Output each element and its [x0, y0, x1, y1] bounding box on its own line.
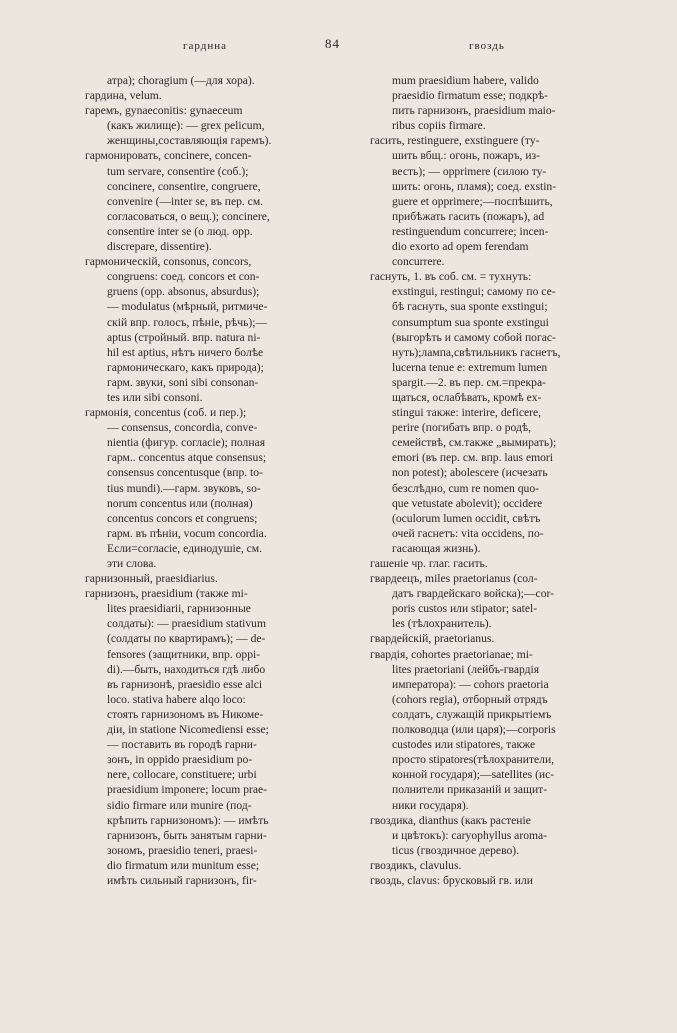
entry-continuation-line: (выгорѣть и самому собой погас-: [392, 330, 556, 344]
entry-headword-line: гарнизонный, praesidiarius.: [85, 572, 218, 586]
entry-continuation-line: norum concentus или (полная): [107, 496, 253, 510]
entry-continuation-line: consensus concentusque (впр. to-: [107, 466, 263, 480]
page-number: 84: [325, 36, 340, 51]
entry-continuation-line: зономъ, praesidio teneri, praesi-: [107, 843, 258, 857]
entry-continuation-line: гарм. въ пѣніи, vocum concordia.: [107, 526, 267, 540]
entry-headword-line: гвардія, cohortes praetorianae; mi-: [370, 647, 533, 661]
entry-continuation-line: конной государя);—satellites (ис-: [392, 768, 555, 782]
entry-continuation-line: praesidio firmatum esse; подкрѣ-: [392, 89, 549, 103]
entry-continuation-line: шить вбщ.: огонь, пожаръ, из-: [392, 149, 541, 163]
entry-continuation-line: прибѣжать гасить (пожаръ), ad: [392, 209, 545, 223]
entry-continuation-line: stingui также: interire, deficere,: [392, 406, 542, 420]
entry-continuation-line: крѣпить гарнизономъ): — имѣть: [107, 813, 269, 827]
entry-continuation-line: poris custos или stipator; satel-: [392, 602, 538, 616]
entry-continuation-line: (cohors regia), отборный отрядъ: [392, 692, 548, 706]
entry-continuation-line: restinguendum concurrere; incen-: [392, 224, 549, 238]
entry-continuation-line: согласоваться, о вещ.); concinere,: [107, 209, 270, 223]
entry-continuation-line: praesidium imponere; locum prae-: [107, 783, 268, 797]
entry-continuation-line: que vetustate abolevit); occidere: [392, 496, 543, 510]
entry-continuation-line: — поставить въ городѣ гарни-: [107, 738, 257, 752]
entry-continuation-line: гармоническаго, какъ природа);: [107, 360, 264, 374]
entry-continuation-line: nientia (фигур. согласіе); полная: [107, 436, 266, 450]
entry-continuation-line: non potest); abolescere (исчезать: [392, 466, 548, 480]
entry-continuation-line: (какъ жилище): — grex pelicum,: [107, 119, 265, 133]
entry-continuation-line: атра); choragium (—для хора).: [107, 74, 255, 87]
entry-continuation-line: гасающая жизнь).: [392, 541, 481, 555]
entry-continuation-line: fensores (защитники, впр. oppi-: [107, 647, 261, 661]
entry-continuation-line: весть); — opprimere (силою ту-: [392, 164, 547, 178]
entry-continuation-line: скій впр. голосъ, пѣніе, рѣчь);—: [107, 315, 268, 329]
entry-continuation-line: ribus copiis firmare.: [392, 119, 486, 133]
right-column: [370, 73, 658, 888]
entry-continuation-line: lites praetoriani (лейбъ-гвардія: [392, 662, 540, 676]
entry-continuation-line: di).—быть, находиться гдѣ либо: [107, 662, 266, 676]
entry-continuation-line: ticus (гвоздичное дерево).: [392, 843, 520, 857]
entry-headword-line: гвоздь, clavus: брусковый гв. или: [370, 873, 533, 887]
entry-headword-line: гармонія, concentus (соб. и пер.);: [85, 406, 247, 420]
entry-headword-line: гвардейскій, praetorianus.: [370, 632, 495, 646]
entry-continuation-line: les (тѣлохранитель).: [392, 617, 492, 631]
entry-headword-line: гарнизонъ, praesidium (также mi-: [85, 587, 248, 601]
entry-continuation-line: convenire (—inter se, въ пер. см.: [107, 194, 264, 208]
entry-continuation-line: солдаты): — praesidium stativum: [107, 617, 266, 631]
entry-continuation-line: въ гарнизонѣ, praesidio esse alci: [107, 677, 263, 691]
entry-continuation-line: gruens (opp. absonus, absurdus);: [107, 285, 260, 299]
entry-continuation-line: congruens: соед. concors et con-: [107, 270, 260, 284]
entry-continuation-line: пить гарнизонъ, praesidium maio-: [392, 104, 556, 118]
entry-continuation-line: діи, in statione Nicomediensi esse;: [107, 723, 269, 737]
entry-continuation-line: custodes или stipatores, также: [392, 738, 536, 752]
entry-continuation-line: и цвѣтокъ): caryophyllus aroma-: [392, 828, 548, 842]
entry-continuation-line: guere et opprimere;—поспѣшить,: [392, 194, 553, 208]
header-right-word: гвоздь: [469, 40, 505, 52]
entry-continuation-line: consumptum sua sponte exstingui: [392, 315, 549, 329]
entry-continuation-line: эти слова.: [107, 557, 157, 570]
entry-continuation-line: шить: огонь, пламя); соед. exstin-: [392, 179, 557, 193]
entry-continuation-line: tum servare, consentire (соб.);: [107, 164, 249, 178]
entry-continuation-line: (oculorum lumen occidit, свѣтъ: [392, 511, 541, 525]
entry-headword-line: гаснуть, 1. въ соб. см. = тухнуть:: [370, 270, 532, 284]
entry-continuation-line: бѣ гаснуть, sua sponte exstingui;: [392, 300, 548, 314]
entry-continuation-line: mum praesidium habere, valido: [392, 74, 539, 87]
entry-headword-line: гашеніе чр. глаг. гасить.: [370, 557, 488, 570]
entry-continuation-line: Если=согласіе, единодушіе, см.: [107, 541, 263, 555]
entry-continuation-line: tes или sibi consoni.: [107, 390, 203, 404]
entry-continuation-line: гарм. звуки, soni sibi consonan-: [107, 375, 259, 389]
entry-continuation-line: императора): — cohors praetoria: [392, 677, 549, 691]
entry-headword-line: гвоздикъ, clavulus.: [370, 858, 462, 872]
entry-headword-line: гвардеецъ, miles praetorianus (сол-: [370, 572, 538, 586]
entry-continuation-line: concinere, consentire, congruere,: [107, 179, 261, 193]
entry-continuation-line: sidio firmare или munire (под-: [107, 798, 252, 812]
entry-continuation-line: просто stipatores(тѣлохранители,: [392, 753, 555, 767]
entry-continuation-line: lucerna tenue e: extremum lumen: [392, 360, 548, 374]
entry-headword-line: гармонировать, concinere, concen-: [85, 149, 252, 163]
entry-headword-line: гвоздика, dianthus (какъ растеніе: [370, 813, 531, 827]
entry-continuation-line: concurrere.: [392, 255, 445, 269]
entry-continuation-line: датъ гвардейскаго войска);—cor-: [392, 587, 554, 601]
entry-continuation-line: aptus (стройный. впр. natura ni-: [107, 330, 261, 344]
entry-headword-line: гардина, velum.: [85, 89, 162, 103]
entry-continuation-line: dio firmatum или munitum esse;: [107, 858, 260, 872]
entry-continuation-line: consentire inter se (о люд. opp.: [107, 224, 253, 238]
entry-continuation-line: гарнизонъ, быть занятым гарни-: [107, 828, 267, 842]
entry-continuation-line: полководца (или царя);—corporis: [392, 723, 556, 737]
entry-continuation-line: безслѣдно, cum re nomen quo-: [392, 481, 540, 495]
entry-continuation-line: nere, collocare, constituere; urbi: [107, 768, 257, 782]
entry-headword-line: гармоническій, consonus, concors,: [85, 255, 252, 269]
entry-continuation-line: семействѣ, см.также „вымирать);: [392, 436, 557, 450]
entry-headword-line: гасить, restinguere, exstinguere (ту-: [370, 134, 540, 148]
entry-continuation-line: loco. stativa habere alqo loco:: [107, 692, 246, 706]
entry-continuation-line: щаться, ослабѣвать, кромѣ ex-: [392, 390, 542, 404]
entry-continuation-line: dio exorto ad opem ferendam: [392, 240, 529, 254]
entry-headword-line: гаремъ, gynaeconitis: gynaeceum: [85, 104, 243, 118]
entry-continuation-line: — consensus, concordia, conve-: [107, 421, 258, 435]
entry-continuation-line: exstingui, restingui; самому по се-: [392, 285, 556, 299]
header-left-word: гарднна: [183, 40, 228, 52]
entry-continuation-line: — modulatus (мѣрный, ритмиче-: [107, 300, 268, 314]
entry-continuation-line: spargit.—2. въ пер. см.=прекра-: [392, 375, 546, 389]
entry-continuation-line: полнители приказаній и защит-: [392, 783, 548, 797]
entry-continuation-line: стоять гарнизономъ въ Никоме-: [107, 707, 264, 721]
left-column: [85, 73, 369, 888]
entry-continuation-line: очей гаснетъ: vita occidens, по-: [392, 526, 544, 540]
entry-continuation-line: нуть);лампа,свѣтильникъ гаснетъ,: [392, 345, 561, 359]
entry-continuation-line: (солдаты по квартирамъ); — de-: [107, 632, 266, 646]
entry-continuation-line: lites praesidiarii, гарнизонные: [107, 602, 251, 616]
entry-continuation-line: солдатъ, служащій прикрытіемъ: [392, 707, 552, 721]
entry-continuation-line: зонъ, in oppido praesidium po-: [107, 753, 253, 767]
entry-continuation-line: имѣть сильный гарнизонъ, fir-: [107, 873, 257, 887]
entry-continuation-line: hil est aptius, нѣтъ ничего болѣе: [107, 345, 264, 359]
entry-continuation-line: гарм.. concentus atque consensus;: [107, 451, 267, 465]
entry-continuation-line: perire (погибать впр. о родѣ,: [392, 421, 532, 435]
entry-continuation-line: женщины,составляющія гаремъ).: [107, 134, 272, 148]
entry-continuation-line: emori (въ пер. см. впр. laus emori: [392, 451, 553, 465]
entry-continuation-line: discrepare, dissentire).: [107, 240, 212, 254]
entry-continuation-line: ники государя).: [392, 798, 469, 812]
entry-continuation-line: tius mundi).—гарм. звуковъ, so-: [107, 481, 261, 495]
running-header: [0, 36, 677, 56]
entry-continuation-line: concentus concors et congruens;: [107, 511, 258, 525]
